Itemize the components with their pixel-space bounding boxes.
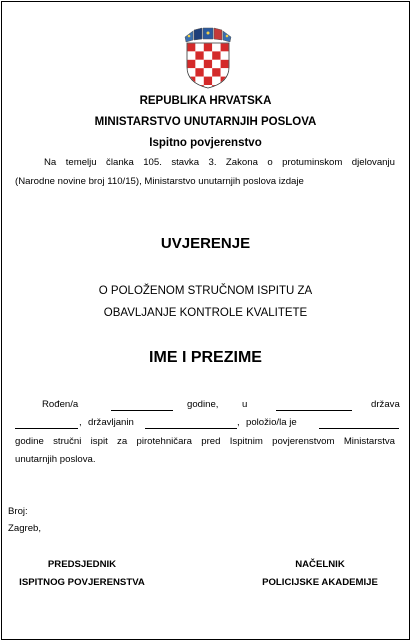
certificate-page: REPUBLIKA HRVATSKA MINISTARSTVO UNUTARNJIH POSLOVA Ispitno povjerenstvo Na temelju članka 105. stavka 3. Zakona o protuminskom djelovanju (Narodne novine broj 110/15), Ministarstvo unutarnjih poslova izdaje UVJERENJE O POLOŽENOM STRUČNOM ISPITU ZA OBAVLJANJE KONTROLE KVALITETE IME I PREZIME Rođen/a godine, u država , državljanin , položio/la je godine stručni ispit za pirotehničara pred Ispitnim povjerenstvom Ministarstva unutarnjih poslova. Broj: Zagreb, PREDSJEDNIK ISPITNOG POVJERENSTVA NAČELNIK POLICIJSKE AKADEMIJE — [1, 1, 410, 640]
certificate-title: UVJERENJE — [160, 235, 251, 252]
birth-place-blank — [276, 399, 352, 411]
ministry-heading: MINISTARSTVO UNUTARNJIH POSLOVA — [94, 116, 317, 128]
country-label: država — [371, 399, 400, 410]
left-signature-title-1: PREDSJEDNIK — [47, 559, 117, 570]
year-label: godine, — [187, 399, 219, 410]
office-heading: Ispitno povjerenstvo — [149, 137, 262, 149]
in-label: u — [242, 399, 248, 410]
recipient-name: IME I PREZIME — [149, 349, 262, 366]
certificate-subtitle-line-2: OBAVLJANJE KONTROLE KVALITETE — [103, 307, 308, 319]
body-line-3: godine stručni ispit za pirotehničara pred Ispitnim povjerenstvom Ministarstva — [15, 436, 395, 447]
preamble-line-1: Na temelju članka 105. stavka 3. Zakona o protuminskom djelovanju — [44, 157, 395, 168]
right-signature-title-1: NAČELNIK — [295, 559, 345, 570]
right-signature-title-2: POLICIJSKE AKADEMIJE — [262, 577, 378, 588]
passed-label: položio/la je — [246, 417, 297, 428]
citizen-label: državljanin — [88, 417, 134, 428]
citizenship-blank — [145, 417, 237, 429]
certificate-subtitle-line-1: O POLOŽENOM STRUČNOM ISPITU ZA — [98, 285, 313, 297]
body-line-4: unutarnjih poslova. — [15, 454, 96, 465]
exam-date-blank — [319, 417, 399, 429]
country-heading: REPUBLIKA HRVATSKA — [139, 95, 272, 107]
preamble-line-2: (Narodne novine broj 110/15), Ministarstvo unutarnjih poslova izdaje — [15, 176, 304, 187]
country-blank — [15, 417, 78, 429]
born-label: Rođen/a — [42, 399, 79, 410]
birth-date-blank — [111, 399, 173, 411]
number-label: Broj: — [8, 506, 28, 517]
place-label: Zagreb, — [8, 523, 42, 534]
left-signature-title-2: ISPITNOG POVJERENSTVA — [19, 577, 145, 588]
coat-of-arms-icon — [183, 27, 233, 89]
